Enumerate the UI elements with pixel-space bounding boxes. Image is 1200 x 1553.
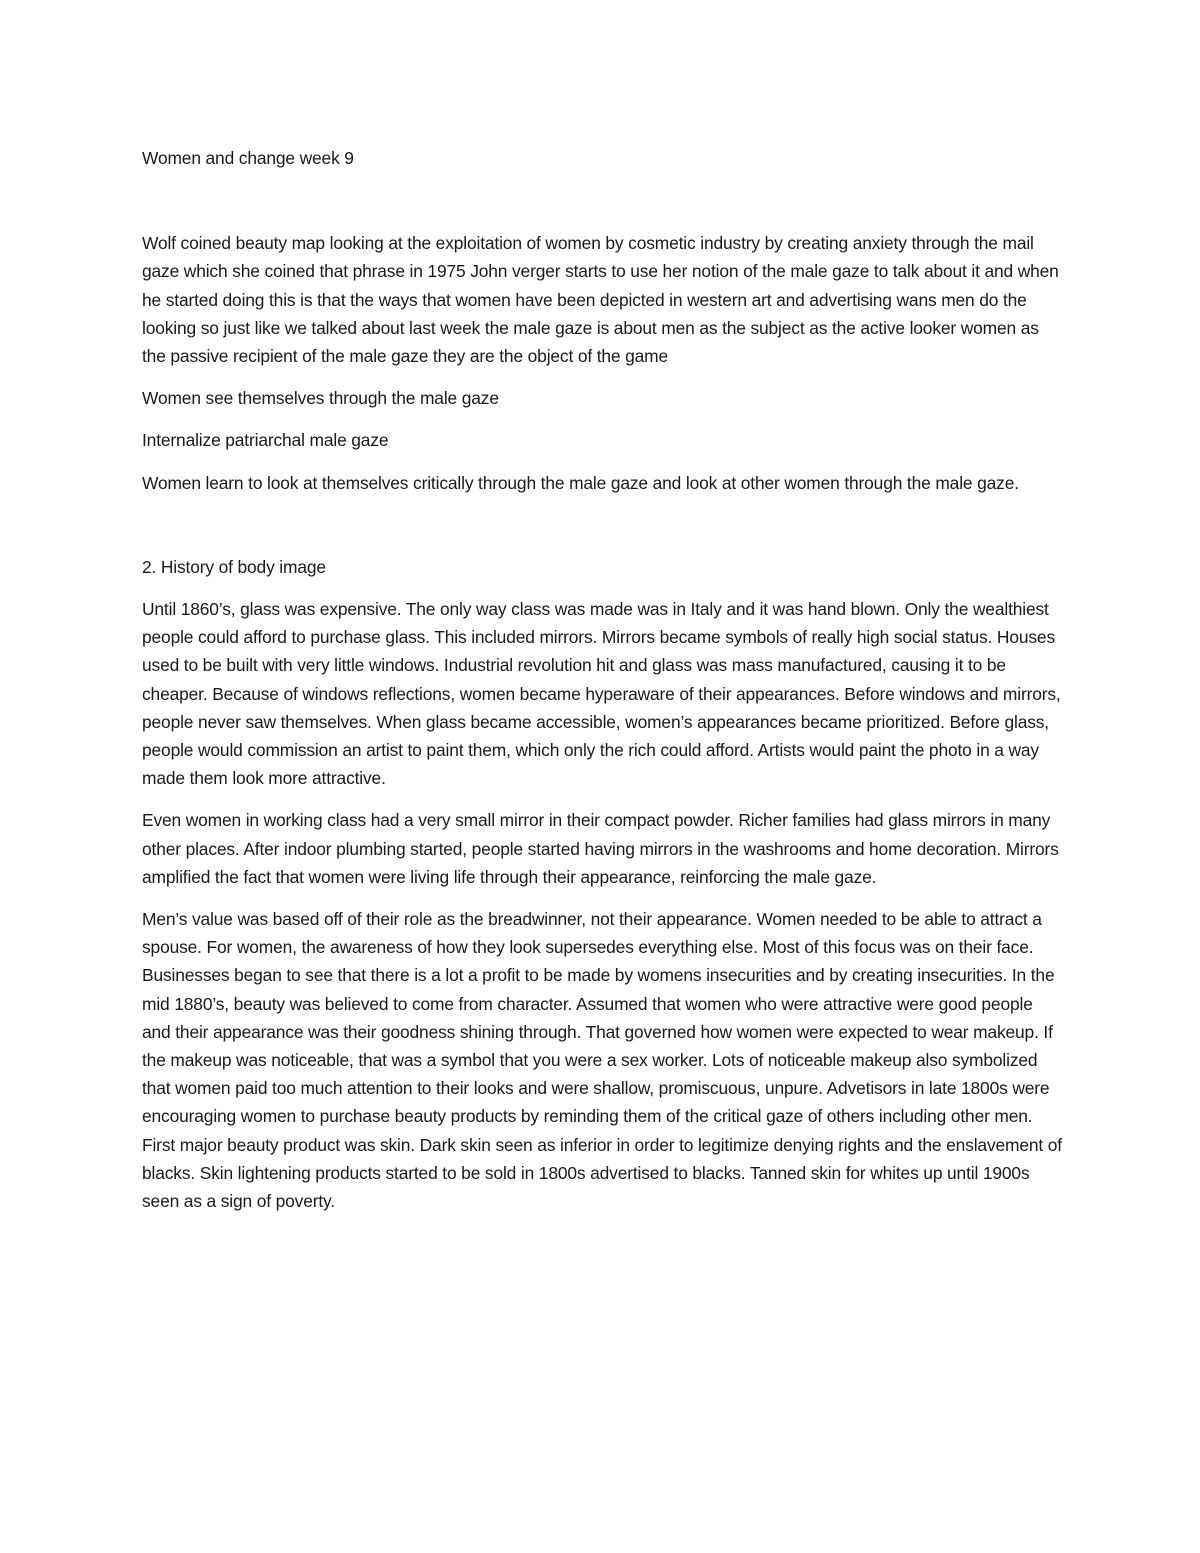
document-body (142, 144, 1062, 1229)
paragraph-male-gaze-intro: Wolf coined beauty map looking at the exploitation of women by cosmetic industry by creating anxiety through the mail gaze which she coined that phrase in 1975 John verger starts to use her notion of the male gaze to talk about it and when he started doing this is that the ways that women have been depicted in western art and advertising wans men do the looking so just like we talked about last week the male gaze is about men as the subject as the active looker women as the passive recipient of the male gaze they are the object of the game (142, 233, 1059, 367)
paragraph-internalize: Internalize patriarchal male gaze (142, 430, 389, 451)
paragraph-mirrors-working-class: Even women in working class had a very small mirror in their compact powder. Richer families had glass mirrors in many other places. After indoor plumbing started, people started having mirrors in the washrooms and home decoration. Mirrors amplified the fact that women were living life through their appearance, reinforcing the male gaze. (142, 810, 1059, 887)
paragraph-women-see-themselves: Women see themselves through the male gaze (142, 388, 499, 409)
paragraph-look-critically: Women learn to look at themselves critically through the male gaze and look at other women through the male gaze. (142, 472, 1019, 493)
section-heading-history: 2. History of body image (142, 556, 326, 577)
paragraph-glass-history: Until 1860’s, glass was expensive. The only way class was made was in Italy and it was hand blown. Only the wealthiest people could afford to purchase glass. This included mirrors. Mirrors became symbols of really high social status. Houses used to be built with very little windows. Industrial revolution hit and glass was mass manufactured, causing it to be cheaper. Because of windows reflections, women became hyperaware of their appearances. Before windows and mirrors, people never saw themselves. When glass became accessible, women’s appearances became prioritized. Before glass, people would commission an artist to paint them, which only the rich could afford. Artists would paint the photo in a way made them look more attractive. (142, 599, 1061, 789)
paragraph-mens-value: Men’s value was based off of their role as the breadwinner, not their appearance. Women needed to be able to attract a spouse. For women, the awareness of how they look supersedes everything else. Most of this focus was on their face. Businesses began to see that there is a lot a profit to be made by womens insecurities and by creating insecurities. In the mid 1880’s, beauty was believed to come from character. Assumed that women who were attractive were good people and their appearance was their goodness shining through. That governed how women were expected to wear makeup. If the makeup was noticeable, that was a symbol that you were a sex worker. Lots of noticeable makeup also symbolized that women paid too much attention to their looks and were shallow, promiscuous, unpure. Advetisors in late 1800s were encouraging women to purchase beauty products by reminding them of the critical gaze of others including other men. First major beauty product was skin. Dark skin seen as inferior in order to legitimize denying rights and the enslavement of blacks. Skin lightening products started to be sold in 1800s advertised to blacks. Tanned skin for whites up until 1900s seen as a sign of poverty. (142, 909, 1062, 1212)
document-title: Women and change week 9 (142, 148, 354, 168)
